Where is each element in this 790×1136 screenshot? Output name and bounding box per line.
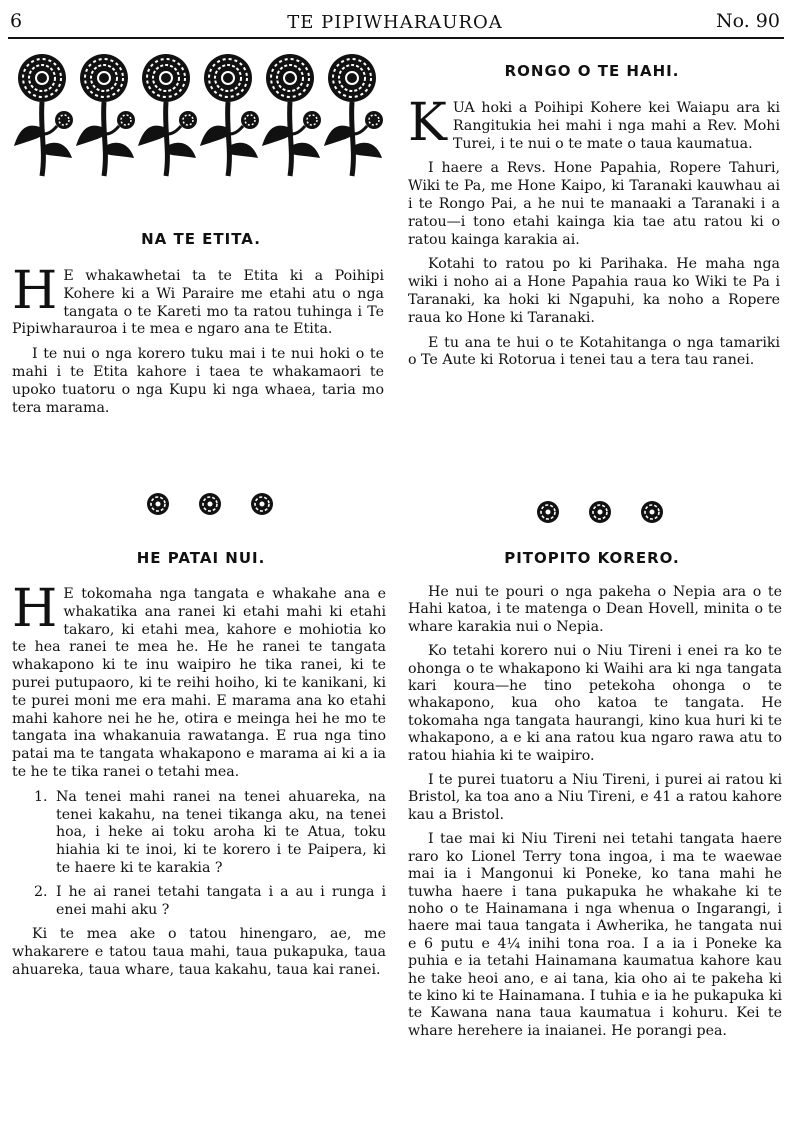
patai-paragraph-end: Ki te mea ake o tatou hinengaro, ae, me whakarere e tatou taua mahi, taua pukapuka, taua ahuareka, taua whare, taua kakahu, taua kai ranei. — [12, 926, 386, 978]
etita-paragraph-2: I te nui o nga korero tuku mai i te nui hoki o te mahi i te Etita kahore i taea te whakamaori te upoko tuatoru o nga Kupu ki nga whaea, taria mo tera marama. — [12, 346, 384, 416]
ornament-divider — [145, 491, 275, 517]
pitopito-article — [408, 584, 782, 1047]
rosette-ornament — [249, 491, 275, 517]
publication-title: TE PIPIWHARAUROA — [287, 12, 503, 33]
patai-heading: HE PATAI NUI. — [136, 549, 266, 567]
rongo-article — [408, 93, 780, 377]
rosette-ornament — [639, 499, 665, 525]
rongo-paragraph-1: KUA hoki a Poihipi Kohere kei Waiapu ara ki Rangitukia hei mahi i nga mahi a Rev. Mohi Turei, i te nui o te mate o taua kaumatua. — [408, 93, 780, 153]
question-list — [12, 789, 386, 920]
rosette-ornament — [145, 491, 171, 517]
dropcap: K — [408, 93, 447, 153]
dropcap: H — [12, 579, 58, 639]
patai-paragraph-1: H E tokomaha nga tangata e whakahe ana e whakatika ana ranei ki etahi mahi ki etahi takaro, ki etahi mea, kahore e mohiotia ko te hea ranei te mea he. He he ranei te tangata whakapono ki te inu waipiro he tika ranei, ki te purei putupaoro, ki te reihi hoiho, ki te kanikani, ki te purei moni me era mahi. E marama ana ko etahi mahi kahore nei he he, otira e meinga hei he mo te tangata ina whakanuia rawatanga. E rua nga tino patai ma te tangata whakapono e marama ai ki a ia te he te tika ranei o tetahi mea. — [12, 579, 386, 780]
pitopito-paragraph-1: He nui te pouri o nga pakeha o Nepia ara o te Hahi katoa, i te matenga o Dean Hovell, minita o te whare karakia nui o Nepia. — [408, 584, 782, 635]
rosette-ornament — [197, 491, 223, 517]
etita-article — [12, 261, 384, 424]
ornament-divider — [535, 499, 665, 525]
rongo-heading: RONGO O TE HAHI. — [504, 62, 680, 80]
rosette-ornament — [587, 499, 613, 525]
patai-article — [12, 579, 386, 987]
pitopito-paragraph-3: I te purei tuatoru a Niu Tireni, i purei ai ratou ki Bristol, ka toa ano a Niu Tireni, e 41 a ratou kahore kau a Bristol. — [408, 772, 782, 823]
rongo-paragraph-2: I haere a Revs. Hone Papahia, Ropere Tahuri, Wiki te Pa, me Hone Kaipo, ki Taranaki kauwhau ai i te Rongo Pai, a he nui te manaaki a Taranaki i a ratou—i tono etahi kainga kia tae atu ratou ki o ratou kainga karakia ai. — [408, 160, 780, 248]
page-header — [10, 10, 780, 38]
etita-heading: NA TE ETITA. — [141, 230, 261, 248]
chrysanthemum-banner — [12, 50, 390, 178]
page-number: 6 — [10, 10, 23, 32]
pitopito-heading: PITOPITO KORERO. — [504, 549, 680, 567]
pitopito-paragraph-4: I tae mai ki Niu Tireni nei tetahi tangata haere raro ko Lionel Terry tona ingoa, i ma te waewae mai ia i Mangonui ki Poneke, ko tana mahi he tuwha haere i tana pukapuka he whakahe ki te noho o te Hainamana i nga whenua o Ingarangi, i haere mai taua tangata i Awherika, he tangata nui e 6 putu e 4¼ inihi tona roa. I a ia i Poneke ka puhia e ia tetahi Hainamana kaumatua kahore kau he take heoi ano, e ai tana, kia oho ai te pakeha ki te kino ki te Hainamana. I tuhia e ia he pukapuka ki te Kawana nana taua kaumatua i kohuru. Kei te whare herehere ia inaianei. He porangi pea. — [408, 831, 782, 1039]
list-item: 1. Na tenei mahi ranei na tenei ahuareka, na tenei kakahu, na tenei tikanga aku, na tenei hoa, i heke ai toku aroha ki te Atua, toku hiahia ki te inoi, ki te korero i te Paipera, ki te haere ki te karakia ? — [34, 788, 386, 876]
issue-number: No. 90 — [716, 10, 780, 32]
rosette-ornament — [535, 499, 561, 525]
rongo-paragraph-4: E tu ana te hui o te Kotahitanga o nga tamariki o Te Aute ki Rotorua i tenei tau a tera tau ranei. — [408, 334, 780, 369]
rongo-paragraph-3: Kotahi to ratou po ki Parihaka. He maha nga wiki i noho ai a Hone Papahia raua ko Wiki te Pa i Taranaki, ka hoki ki Ngapuhi, ka noho a Ropere raua ko Hone ki Taranaki. — [408, 256, 780, 326]
header-rule — [8, 37, 784, 39]
pitopito-paragraph-2: Ko tetahi korero nui o Niu Tireni i enei ra ko te ohonga o te whakapono ki Waihi ara ki nga tangata kari koura—he tino petekoha ohonga o te whakapono, kua oho katoa te tangata. He tokomaha nga tangata haurangi, kino kua huri ki te whakapono, a e ki ana ratou kua ngaro rawa atu to ratou hiahia ki te waipiro. — [408, 643, 782, 764]
etita-paragraph-1: H E whakawhetai ta te Etita ki a Poihipi Kohere ki a Wi Paraire me etahi atu o nga tangata o te Kareti mo ta ratou tuhinga i Te Pipiwharauroa i te mea e ngaro ana te Etita. — [12, 261, 384, 338]
dropcap: H — [12, 261, 58, 321]
list-item: 2. I he ai ranei tetahi tangata i a au i runga i enei mahi aku ? — [34, 883, 386, 918]
